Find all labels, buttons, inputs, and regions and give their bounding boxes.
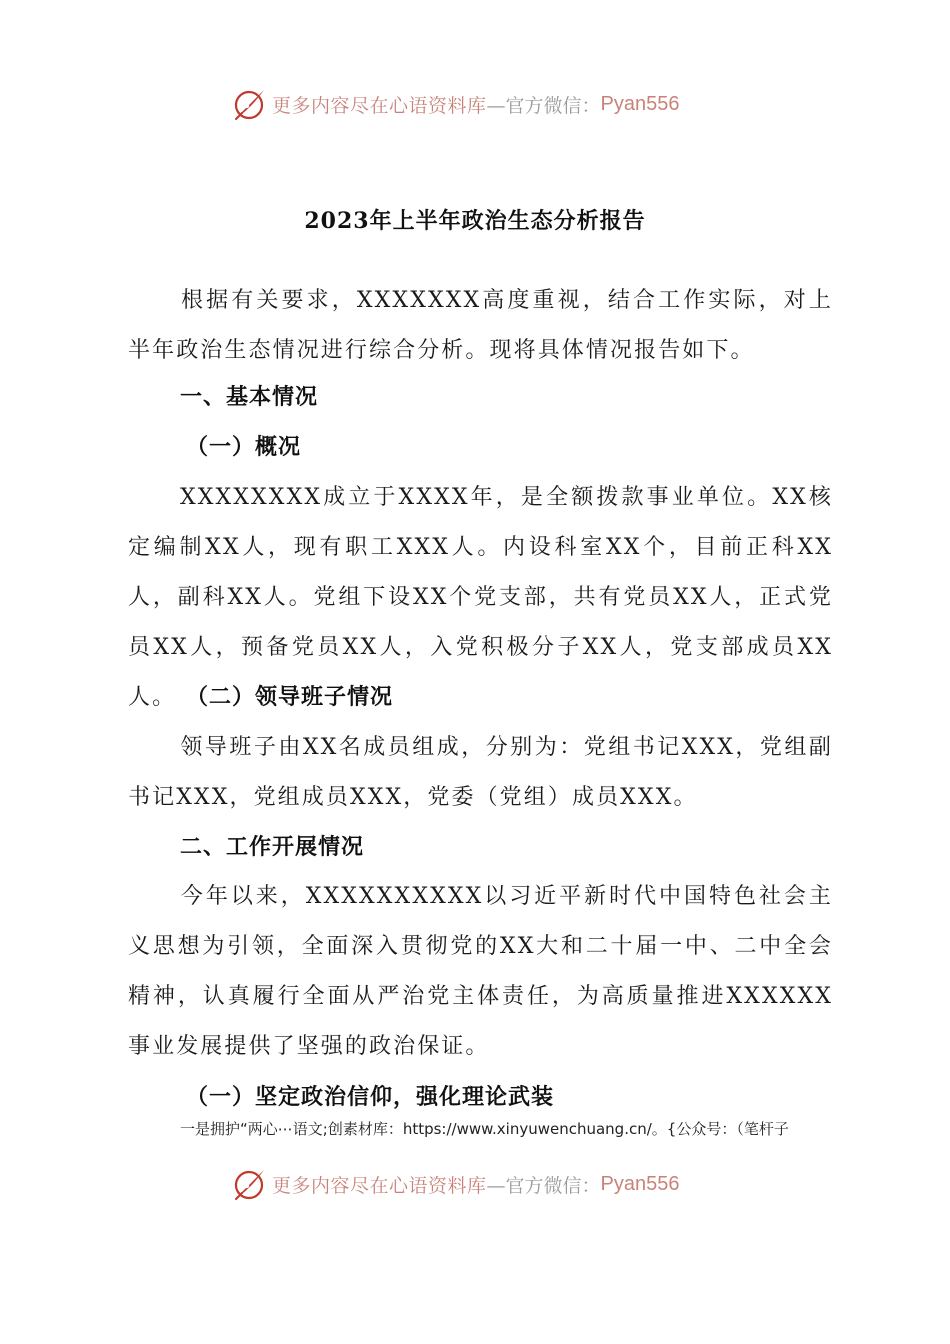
intro-text: 根据有关要求，XXXXXXX高度重视，结合工作实际，对上半年政治生态情况进行综合分析。现将具体情况报告如下。 — [128, 288, 833, 363]
watermark-brand: 更多内容尽在心语资料库 — [272, 94, 487, 117]
watermark-separator: —官方微信： — [486, 1174, 601, 1197]
document-title: 2023年上半年政治生态分析报告 — [304, 208, 646, 234]
overview-text: XXXXXXXX成立于XXXX年，是全额拨款事业单位。XX核定编制XX人，现有职工XXX人。内设科室XX个，目前正科XX人，副科XX人。党组下设XX个党支部，共有党员XX人，正式党员XX人，预备党员XX人，入党积极分子XX人，党支部成员XX人。 — [128, 485, 833, 710]
work-paragraph — [128, 872, 833, 1072]
leadership-text: 领导班子由XX名成员组成，分别为：党组书记XXX，党组副书记XXX，党组成员XXX，党委（党组）成员XXX。 — [128, 735, 833, 810]
section-1-heading: 一、基本情况 — [180, 385, 319, 410]
section-1-1-heading: （一）概况 — [186, 435, 302, 460]
watermark-header — [232, 84, 680, 124]
leadership-paragraph — [128, 723, 833, 823]
section-2-heading: 二、工作开展情况 — [180, 835, 365, 860]
quill-logo-icon — [232, 1166, 268, 1202]
work-text: 今年以来，XXXXXXXXXX以习近平新时代中国特色社会主义思想为引领，全面深入贯彻党的XX大和二十届一中、二中全会精神，认真履行全面从严治党主体责任，为高质量推进XXXXXX事业发展提供了坚强的政治保证。 — [128, 884, 833, 1059]
watermark-footer — [232, 1164, 680, 1204]
watermark-account: Pyan556 — [600, 92, 680, 115]
watermark-account: Pyan556 — [600, 1172, 680, 1195]
quill-logo-icon — [232, 86, 268, 122]
intro-paragraph — [128, 276, 833, 376]
section-2-1-heading: （一）坚定政治信仰，强化理论武装 — [186, 1085, 555, 1110]
watermark-separator: —官方微信： — [486, 94, 601, 117]
watermark-brand: 更多内容尽在心语资料库 — [272, 1174, 487, 1197]
footnote-line: 一是拥护“两心⋯语文;创素材库：https://www.xinyuwenchuang.cn/。{公众号：（笔杆子 — [180, 1120, 789, 1138]
section-1-2-heading: （二）领导班子情况 — [186, 685, 394, 710]
